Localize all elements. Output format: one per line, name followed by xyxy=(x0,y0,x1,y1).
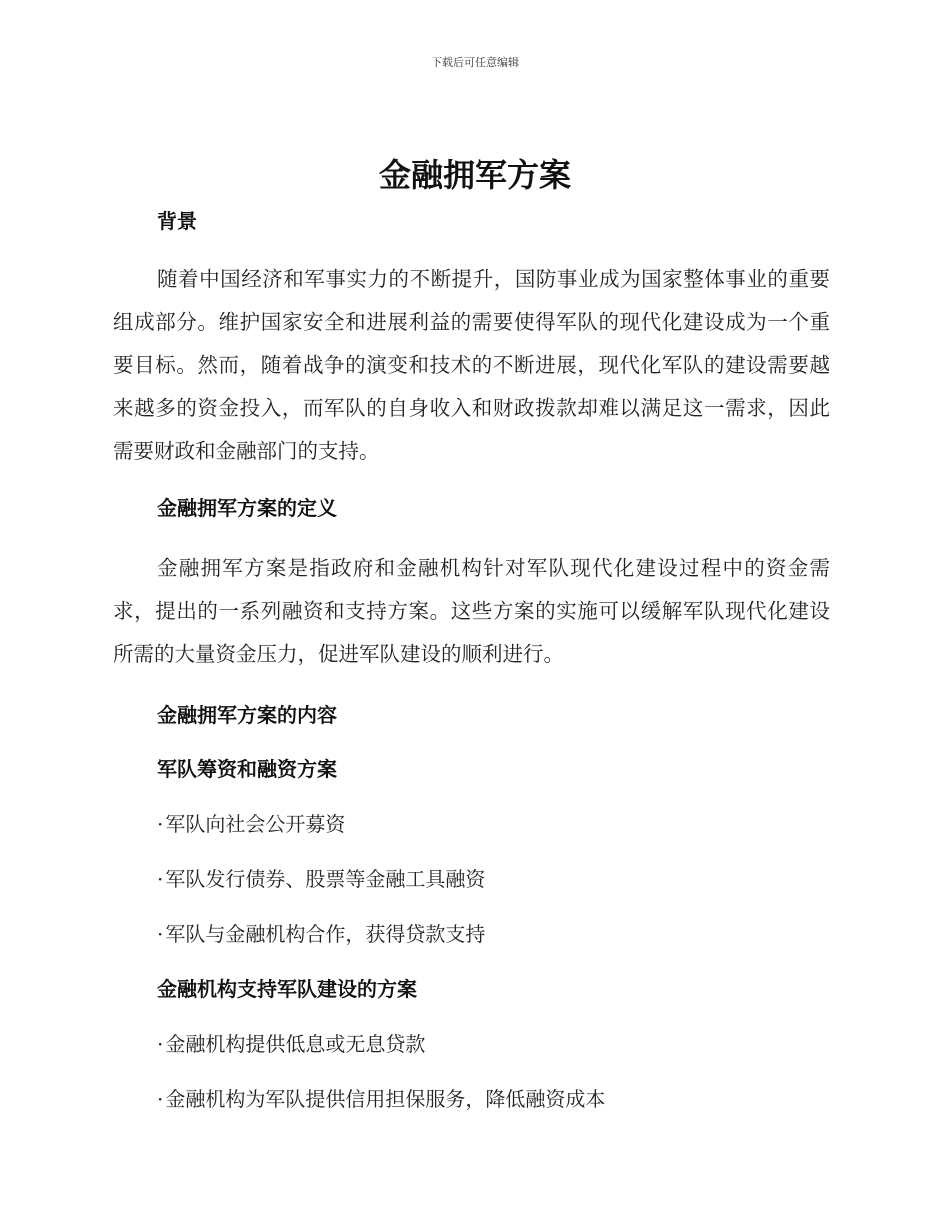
bullet-dot: · xyxy=(157,812,164,836)
financing-item-3: 军队与金融机构合作，获得贷款支持 xyxy=(165,922,486,946)
list-item xyxy=(157,809,830,839)
financing-heading: 军队筹资和融资方案 xyxy=(157,757,337,781)
support-heading: 金融机构支持军队建设的方案 xyxy=(157,977,417,1001)
definition-heading: 金融拥军方案的定义 xyxy=(157,496,337,520)
financing-item-2: 军队发行债券、股票等金融工具融资 xyxy=(165,867,486,891)
list-item xyxy=(157,1029,830,1059)
bullet-dot: · xyxy=(157,922,164,946)
background-paragraph: 随着中国经济和军事实力的不断提升，国防事业成为国家整体事业的重要组成部分。维护国家安全和进展利益的需要使得军队的现代化建设成为一个重要目标。然而，随着战争的演变和技术的不断进展，现代化军队的建设需要越来越多的资金投入，而军队的自身收入和财政拨款却难以满足这一需求，因此需要财政和金融部门的支持。 xyxy=(113,267,830,463)
content-heading: 金融拥军方案的内容 xyxy=(157,703,337,727)
definition-paragraph: 金融拥军方案是指政府和金融机构针对军队现代化建设过程中的资金需求，提出的一系列融资和支持方案。这些方案的实施可以缓解军队现代化建设所需的大量资金压力，促进军队建设的顺利进行。 xyxy=(113,556,830,666)
document-title: 金融拥军方案 xyxy=(378,156,571,194)
support-item-2: 金融机构为军队提供信用担保服务，降低融资成本 xyxy=(165,1087,606,1111)
background-heading: 背景 xyxy=(157,209,197,233)
bullet-dot: · xyxy=(157,867,164,891)
financing-item-1: 军队向社会公开募资 xyxy=(165,812,346,836)
list-item xyxy=(157,864,830,894)
list-item xyxy=(157,1084,830,1114)
page-header-note: 下载后可任意编辑 xyxy=(431,56,519,69)
list-item xyxy=(157,919,830,949)
support-item-1: 金融机构提供低息或无息贷款 xyxy=(165,1032,426,1056)
bullet-dot: · xyxy=(157,1087,164,1111)
bullet-dot: · xyxy=(157,1032,164,1056)
document-body xyxy=(113,200,830,1114)
